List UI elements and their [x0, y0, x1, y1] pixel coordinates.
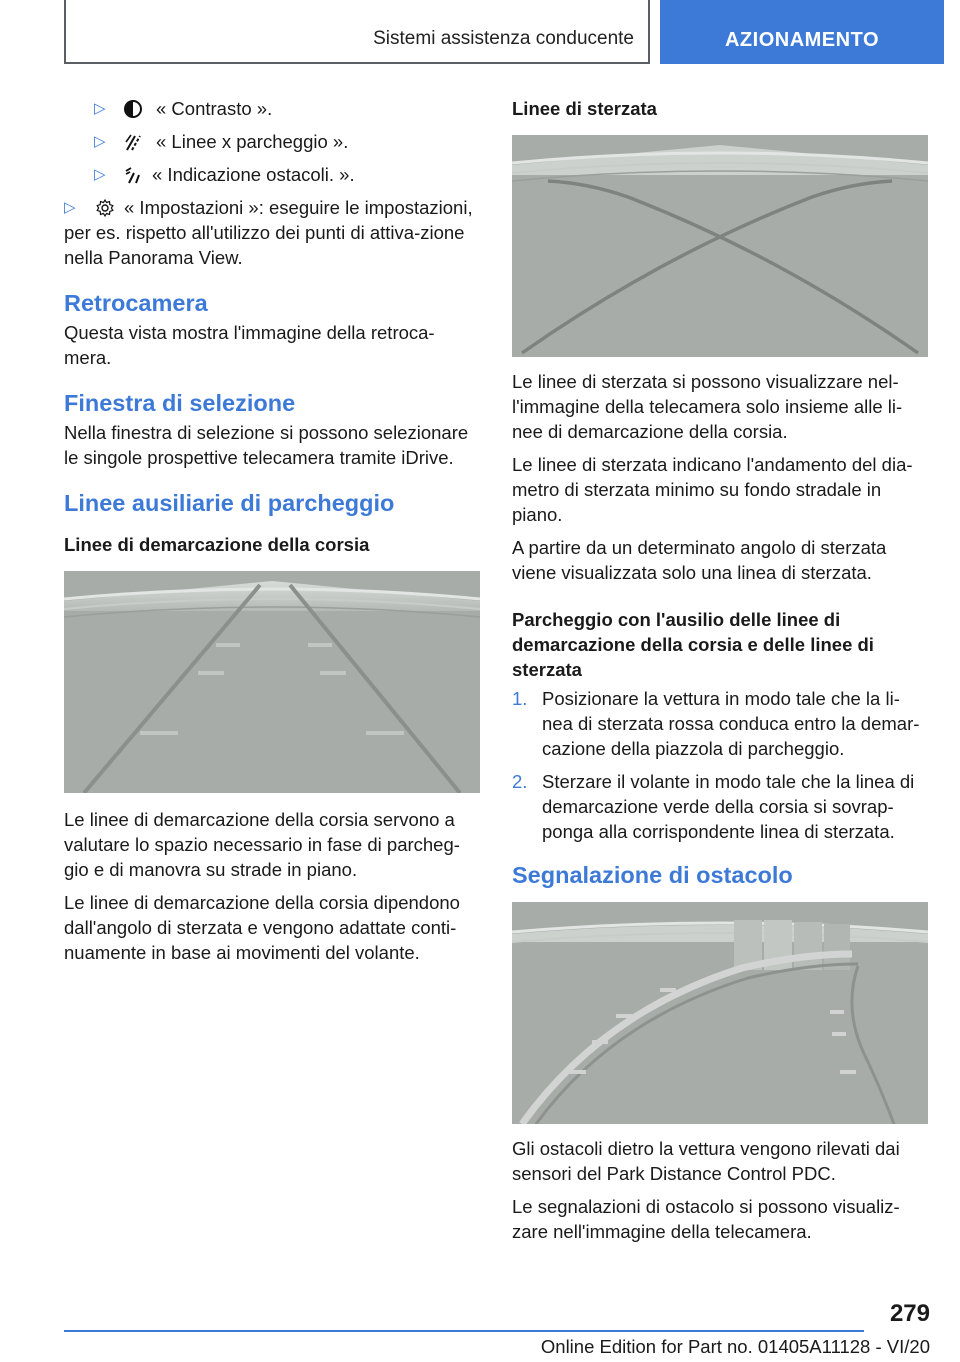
- step-text: Sterzare il volante in modo tale che la linea di demarcazione verde della corsia si sovrap-ponga alla corrispondente linea di sterzata.: [542, 771, 915, 842]
- obstacle-icon: [122, 165, 144, 185]
- option-obstacle-label: « Indicazione ostacoli. ».: [152, 164, 355, 185]
- option-obstacle: [64, 162, 480, 187]
- subtitle-steering-lines: Linee di sterzata: [512, 98, 657, 119]
- header-chapter-title: AZIONAMENTO: [724, 29, 879, 51]
- header-section-title: Sistemi assistenza conducente: [373, 28, 634, 49]
- parking-step: [512, 769, 928, 844]
- obstacle-body-1: Gli ostacoli dietro la vettura vengono rilevati dai sensori del Park Distance Control PDC.: [512, 1138, 900, 1184]
- steering-lines-body-3: A partire da un determinato angolo di sterzata viene visualizzata solo una linea di sterzata.: [512, 537, 887, 583]
- subtitle-lane-lines: Linee di demarcazione della corsia: [64, 534, 370, 555]
- right-column: [512, 96, 928, 1252]
- lane-lines-figure: [64, 571, 480, 793]
- option-settings: [64, 195, 480, 270]
- parking-steps: [512, 686, 928, 844]
- section-title-linee-ausiliarie: Linee ausiliarie di parcheggio: [64, 490, 395, 516]
- footer-rule: [64, 1330, 864, 1332]
- steering-lines-figure: [512, 135, 928, 357]
- page-number: 279: [889, 1300, 930, 1327]
- header-chapter-tab: [660, 0, 944, 64]
- lane-lines-body-1: Le linee di demarcazione della corsia servono a valutare lo spazio necessario in fase di parcheg-gio e di manovra su strade in piano.: [64, 809, 460, 880]
- option-parking-lines: [64, 129, 480, 154]
- footer-edition: Online Edition for Part no. 01405A11128 - VI/20: [540, 1336, 930, 1357]
- option-parking-lines-label: « Linee x parcheggio ».: [156, 131, 349, 152]
- gear-icon: [94, 198, 116, 218]
- option-settings-label-first: « Impostazioni »: eseguire le impostazioni,: [124, 197, 473, 218]
- section-title-ostacolo: Segnalazione di ostacolo: [512, 862, 793, 888]
- option-settings-label-rest: per es. rispetto all'utilizzo dei punti di attiva-zione nella Panorama View.: [64, 222, 465, 268]
- subtitle-parking-procedure: Parcheggio con l'ausilio delle linee di demarcazione della corsia e delle linee di sterzata: [512, 609, 874, 680]
- step-text: Posizionare la vettura in modo tale che la li-nea di sterzata rossa conduca entro la demar-cazione della piazzola di parcheggio.: [542, 688, 920, 759]
- bullet-triangle-icon: ▷: [94, 133, 106, 150]
- option-list: [64, 96, 480, 270]
- bullet-triangle-icon: ▷: [64, 199, 76, 216]
- finestra-body: Nella finestra di selezione si possono selezionare le singole prospettive telecamera tramite iDrive.: [64, 422, 469, 468]
- bullet-triangle-icon: ▷: [94, 166, 106, 183]
- contrast-icon: [122, 99, 144, 119]
- section-title-finestra: Finestra di selezione: [64, 390, 296, 416]
- parking-step: [512, 686, 928, 761]
- obstacle-figure: [512, 902, 928, 1124]
- parking-lines-icon: [122, 132, 144, 152]
- bullet-triangle-icon: ▷: [94, 100, 106, 117]
- steering-lines-body-2: Le linee di sterzata indicano l'andamento del dia-metro di sterzata minimo su fondo stradale in piano.: [512, 454, 913, 525]
- header-section-tab: [64, 0, 650, 64]
- step-number: 2.: [512, 771, 528, 792]
- option-contrast-label: « Contrasto ».: [156, 98, 273, 119]
- option-contrast: [64, 96, 480, 121]
- obstacle-body-2: Le segnalazioni di ostacolo si possono visualiz-zare nell'immagine della telecamera.: [512, 1196, 900, 1242]
- retrocamera-body: Questa vista mostra l'immagine della retroca-mera.: [64, 322, 435, 368]
- section-title-retrocamera: Retrocamera: [64, 290, 208, 316]
- left-column: [64, 96, 480, 973]
- step-number: 1.: [512, 688, 528, 709]
- steering-lines-body-1: Le linee di sterzata si possono visualizzare nel-l'immagine della telecamera solo insieme alle li-nee di demarcazione della corsia.: [512, 371, 903, 442]
- lane-lines-body-2: Le linee di demarcazione della corsia dipendono dall'angolo di sterzata e vengono adattate conti-nuamente in base ai movimenti del volante.: [64, 892, 460, 963]
